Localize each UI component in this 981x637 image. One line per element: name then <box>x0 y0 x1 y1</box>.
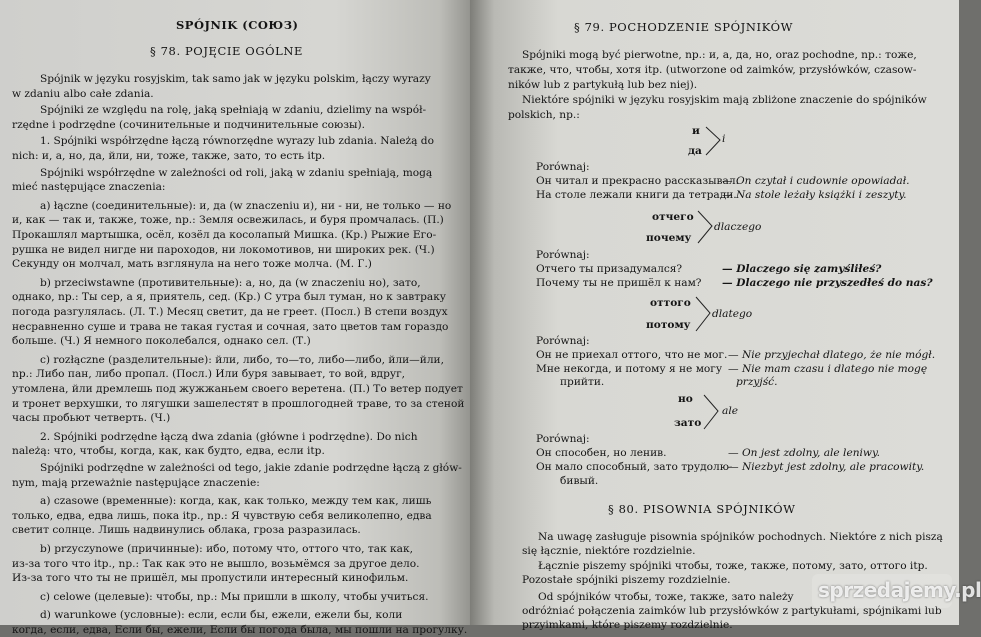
tail-line: Pozostałe spójniki piszemy rozdzielnie. <box>522 574 731 586</box>
example-pl: — Dlaczego nie przyszedłeś do nas? <box>722 277 933 289</box>
group3-brace-icon <box>694 294 714 334</box>
left-text-line: больше. (Ч.) Я немного поколебался, однако сел. (Т.) <box>12 335 311 348</box>
intro-line: также, что, чтобы, хотя itp. (utworzone od zaimków, przysłówków, czasow- <box>508 64 917 76</box>
group1-label: i <box>722 133 726 145</box>
left-text-line: w zdaniu albo całe zdania. <box>12 87 154 100</box>
left-page <box>0 0 478 636</box>
section-78-heading: § 78. POJĘCIE OGÓLNE <box>150 44 304 58</box>
compare-label: Porównaj: <box>536 161 590 173</box>
group1-brace-icon <box>704 124 724 158</box>
left-text-line: b) przeciwstawne (противительные): а, но, да (w znaczeniu но), зато, <box>40 276 421 289</box>
group1-top: и <box>692 125 700 137</box>
left-text-line: а) czasowe (временные): когда, как, как только, между тем как, лишь <box>40 495 432 508</box>
left-text-line: светит солнце. Лишь надвинулись облака, гроза разразилась. <box>12 524 361 537</box>
left-text-line: c) celowe (целевые): чтобы, np.: Мы пришли в школу, чтобы учиться. <box>40 590 429 603</box>
left-text-line: mieć następujące znaczenia: <box>12 181 166 194</box>
left-text-line: Из-за того что ты не пришёл, мы пропустили интересный кинофильм. <box>12 572 409 585</box>
left-text-line: Spójniki podrzędne w zależności od tego, jakie zdanie podrzędne łączą z głów- <box>40 462 462 474</box>
example-ru: бивый. <box>560 475 599 487</box>
left-text-line: однако, np.: Ты сер, а я, приятель, сед. (Кр.) С утра был туман, но к завтраку <box>12 291 447 304</box>
left-text-line: należą: что, чтобы, когда, как, как будто, едва, если itp. <box>12 445 325 458</box>
group1-bottom: да <box>688 145 702 157</box>
tail-line: Łącznie piszemy spójniki чтобы, тоже, также, потому, зато, оттого itp. <box>538 560 928 572</box>
left-text-line: а) łączne (соединительные): и, да (w znaczeniu и), ни - ни, не только — но <box>40 199 452 212</box>
left-text-line: из-за того что itp., np.: Так как это не вышло, возьмёмся за другое дело. <box>12 557 420 570</box>
example-ru: Он мало способный, зато трудолю- <box>536 461 733 473</box>
example-pl: — On czytał i cudownie opowiadał. <box>722 175 910 187</box>
tail-line: przyimkami, które piszemy rozdzielnie. <box>522 619 733 631</box>
left-text-line: nym, mają przeważnie następujące znaczenie: <box>12 476 260 489</box>
left-text-line: рушка не видел нигде ни пароходов, ни локомотивов, ни широких рек. (Ч.) <box>12 243 435 256</box>
example-pl: — Nie mam czasu i dlatego nie mogę <box>728 363 928 375</box>
left-text-line: c) rozłączne (разделительные): йли, либо, то—то, либо—либо, йли—йли, <box>40 353 444 366</box>
group3-bottom: потому <box>646 319 691 331</box>
left-text-line: d) warunkowe (условные): если, если бы, ежели, ежели бы, коли <box>40 609 403 622</box>
section-79-heading: § 79. POCHODZENIE SPÓJNIKÓW <box>574 20 794 34</box>
left-text-line: nich: и, а, но, да, йли, ни, тоже, также, зато, то есть itp. <box>12 150 326 162</box>
intro-line: polskich, np.: <box>508 109 580 121</box>
left-text-line: утомлена, йли дремлешь под жужжаньем своего веретена. (П.) То ветер подует <box>12 383 463 395</box>
example-ru: Почему ты не пришёл к нам? <box>536 277 702 289</box>
example-ru: прийти. <box>560 376 605 388</box>
group2-top: отчего <box>652 211 694 223</box>
example-ru: На столе лежали книги да тетради. <box>536 189 737 201</box>
left-text-line: когда, если, едва, Если бы, ежели, Если бы погода была, мы пошли на прогулку. <box>12 624 468 636</box>
left-text-line: несравненно суше и трава не такая густая и сочная, зато цветов там гораздо <box>12 320 449 333</box>
intro-line: Niektóre spójniki w języku rosyjskim mają zbliżone znaczenie do spójników <box>522 94 927 106</box>
example-ru: Мне некогда, и потому я не могу <box>536 363 723 375</box>
group2-bottom: почему <box>646 232 692 244</box>
watermark-text: sprzedajemy.pl <box>818 578 981 602</box>
group2-label: dlaczego <box>714 221 762 233</box>
left-text-line: 1. Spójniki współrzędne łączą równorzędne wyrazy lub zdania. Należą do <box>40 135 434 148</box>
chapter-title: SPÓJNIK (СОЮЗ) <box>176 18 299 32</box>
group3-label: dlatego <box>712 308 753 320</box>
tail-line: odróżniać połączenia zaimków lub przysłówków z partykułami, spójnikami lub <box>522 605 942 617</box>
compare-label: Porównaj: <box>536 335 590 347</box>
group4-bottom: зато <box>674 417 702 429</box>
example-pl: — Niezbyt jest zdolny, ale pracowity. <box>728 461 925 473</box>
example-pl: — Dlaczego się zamyśliłeś? <box>722 263 882 275</box>
left-text-line: погода разгулялась. (Л. Т.) Месяц светит, да не греет. (Посл.) В степи воздух <box>12 306 448 318</box>
left-text-line: Секунду он молчал, мать взглянула на него тоже молча. (М. Г.) <box>12 258 372 271</box>
tail-line: się łącznie, niektóre rozdzielnie. <box>522 545 696 557</box>
left-text-line: np.: Либо пан, либо пропал. (Посл.) Или буря завывает, то вой, вдруг, <box>12 368 405 381</box>
intro-line: ników lub z partykułą lub bez niej). <box>508 79 698 91</box>
group4-brace-icon <box>702 392 724 432</box>
left-text-line: только, едва, едва лишь, пока itp., np.: Я чувствую себя великолепно, едва <box>12 509 432 522</box>
compare-label: Porównaj: <box>536 433 590 445</box>
example-pl: — On jest zdolny, ale leniwy. <box>728 447 880 459</box>
left-text-line: Прокашлял мартышка, осёл, козёл да косолапый Мишка. (Кр.) Рыжие Его- <box>12 229 437 241</box>
example-pl: — Na stole leżały książki i zeszyty. <box>722 189 907 201</box>
left-text-line: b) przyczynowe (причинные): ибо, потому что, оттого что, так как, <box>40 543 413 555</box>
left-text-line: Spójniki ze względu na rolę, jaką spełniają w zdaniu, dzielimy na współ- <box>40 104 427 117</box>
example-ru: Отчего ты призадумался? <box>536 263 683 275</box>
left-text-line: rzędne i podrzędne (сочинительные и подчинительные союзы). <box>12 118 365 131</box>
right-page <box>470 0 959 631</box>
example-ru: Он способен, но ленив. <box>536 447 667 459</box>
tail-line: Na uwagę zasługuje pisownia spójników pochodnych. Niektóre z nich piszą <box>538 531 943 543</box>
section-80-heading: § 80. PISOWNIA SPÓJNIKÓW <box>608 502 796 516</box>
group2-brace-icon <box>696 208 716 246</box>
left-text-line: и тронет верхушки, то лягушки зашелестят в прошлогодней траве, то за стеной <box>12 397 465 410</box>
left-text-line: и, как — так и, также, тоже, np.: Земля освежилась, и буря промчалась. (П.) <box>12 214 444 227</box>
example-pl: przyjść. <box>736 376 778 388</box>
intro-line: Spójniki mogą być pierwotne, np.: и, а, да, но, oraz pochodne, np.: тоже, <box>522 49 917 61</box>
example-ru: Он читал и прекрасно рассказывал. <box>536 175 739 187</box>
left-text-line: 2. Spójniki podrzędne łączą dwa zdania (główne i podrzędne). Do nich <box>40 430 418 443</box>
group4-label: ale <box>722 405 738 417</box>
group3-top: оттого <box>650 297 691 309</box>
group4-top: но <box>678 393 693 405</box>
example-ru: Он не приехал оттого, что не мог. <box>536 349 728 361</box>
tail-line: Od spójników чтобы, тоже, также, зато należy <box>538 591 794 603</box>
left-text-line: Spójniki współrzędne w zależności od roli, jaką w zdaniu spełniają, mogą <box>40 166 433 179</box>
left-text-line: часы пробьют четверть. (Ч.) <box>12 412 171 425</box>
left-text-line: Spójnik w języku rosyjskim, tak samo jak w języku polskim, łączy wyrazy <box>40 73 431 85</box>
example-pl: — Nie przyjechał dlatego, że nie mógł. <box>728 349 936 361</box>
compare-label: Porównaj: <box>536 249 590 261</box>
